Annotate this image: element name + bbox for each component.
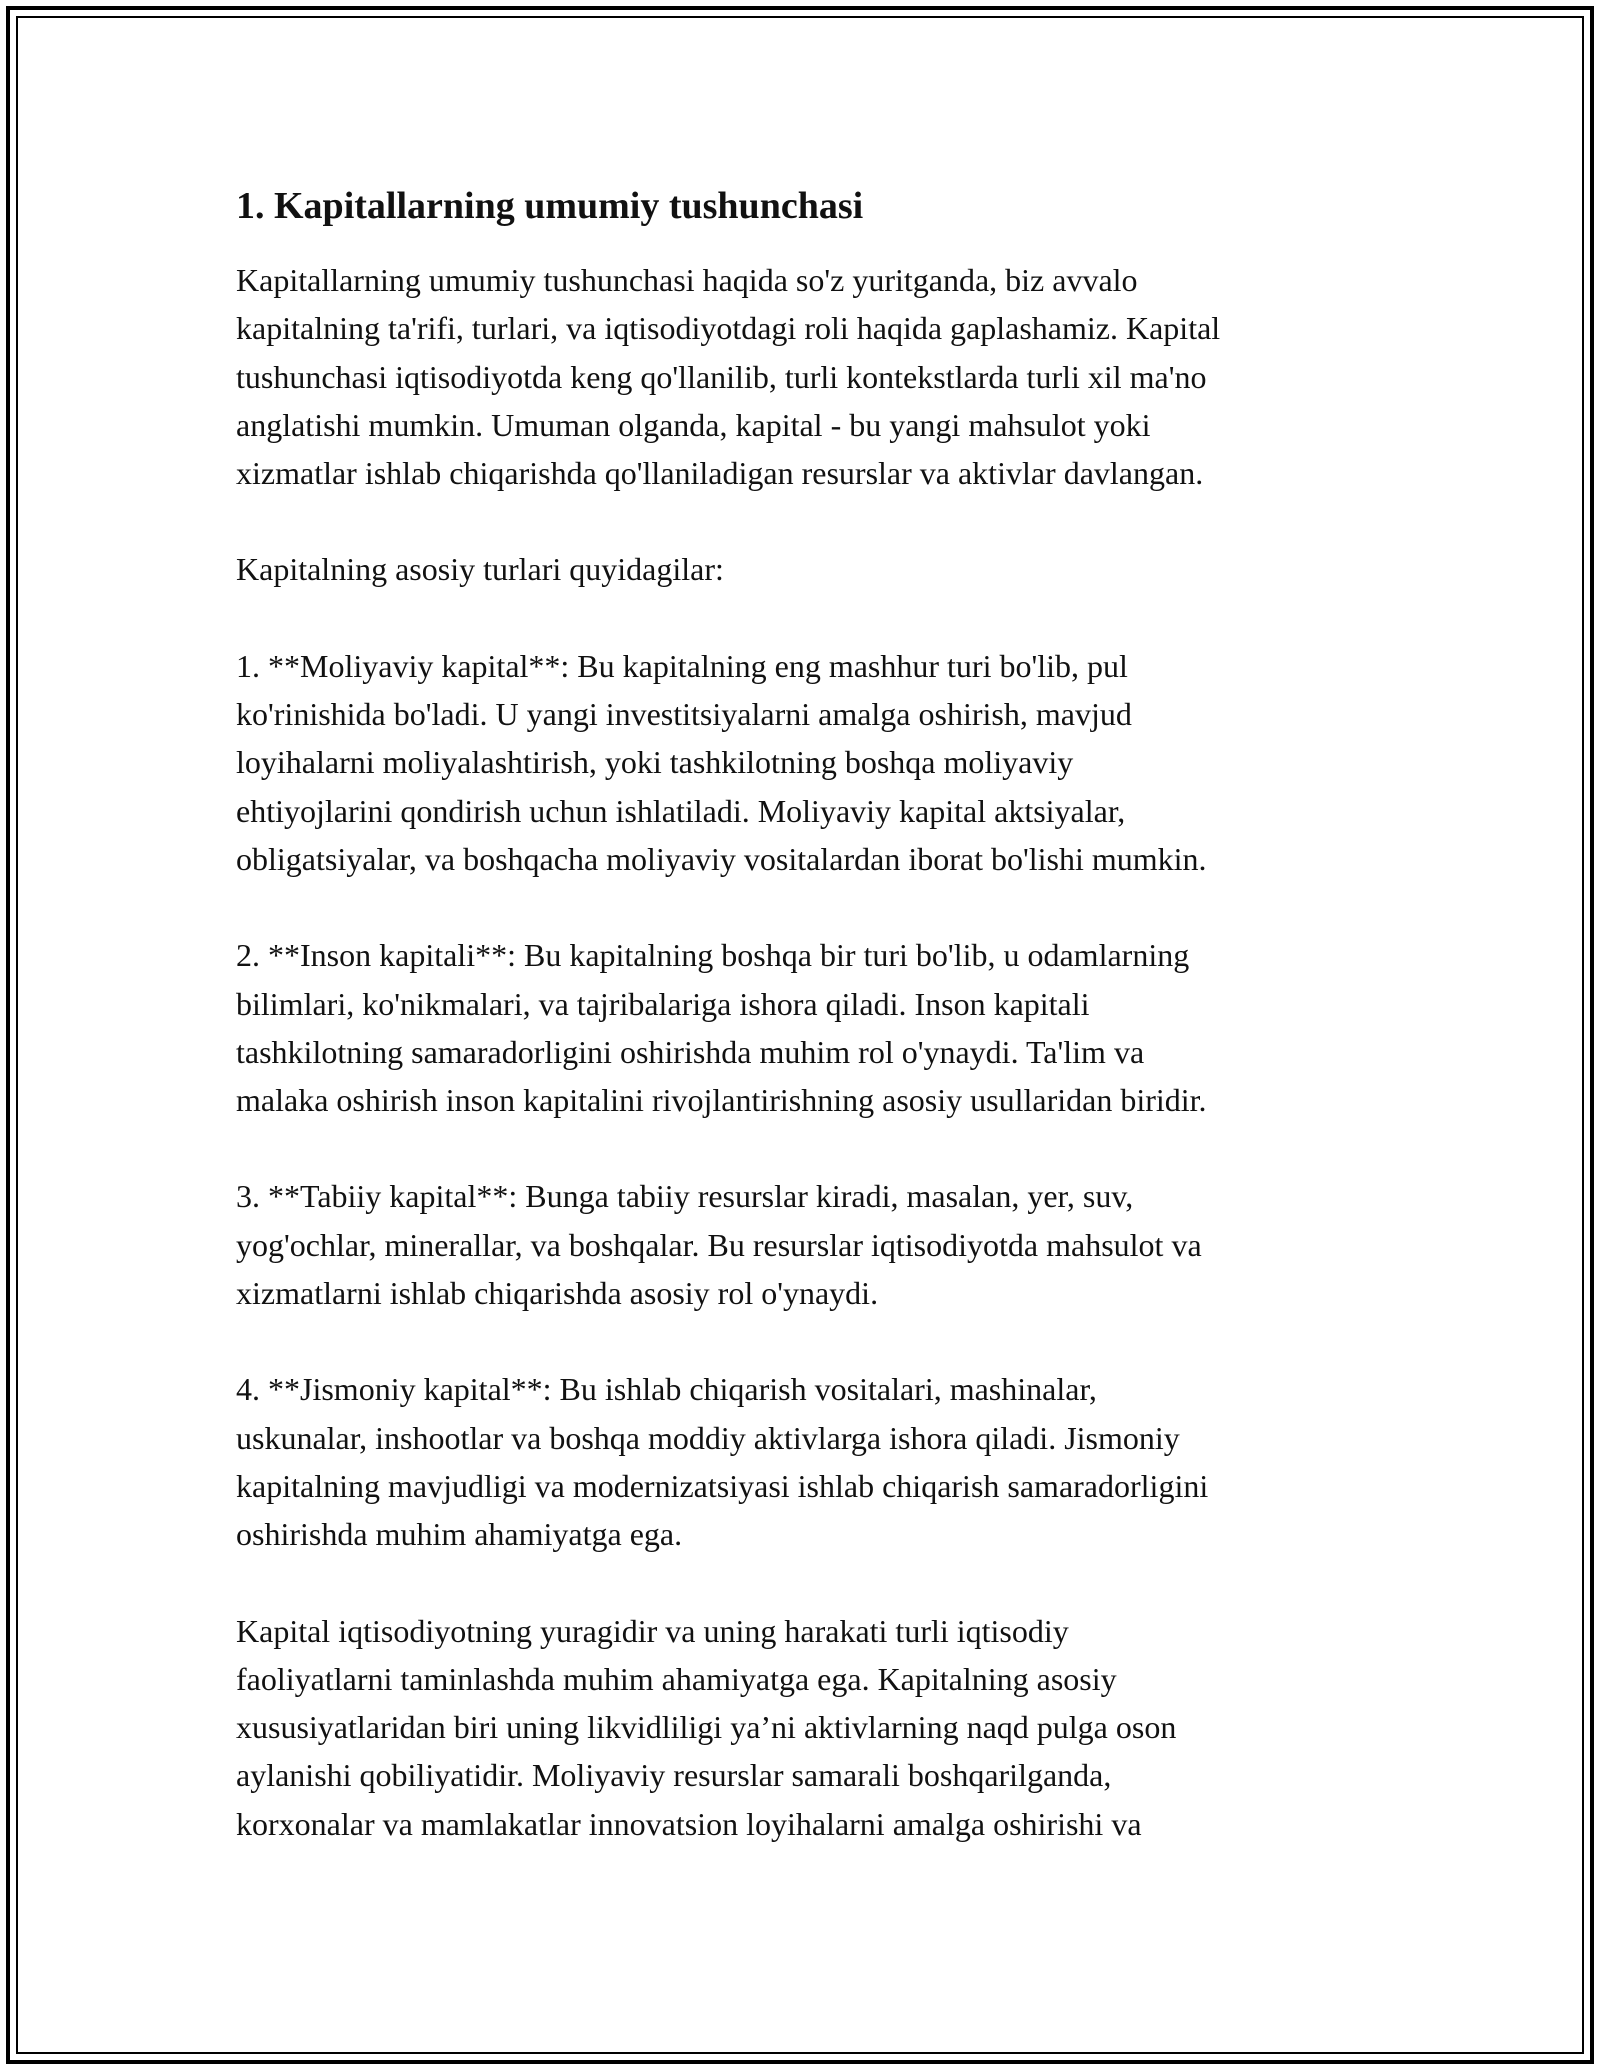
text-line: 4. **Jismoniy kapital**: Bu ishlab chiqarish vositalari, mashinalar, [236,1371,1097,1408]
text-line: kapitalning ta'rifi, turlari, va iqtisodiyotdagi roli haqida gaplashamiz. Kapital [236,310,1221,347]
text-line: Kapitalning asosiy turlari quyidagilar: [236,551,724,588]
paragraph [236,642,1386,883]
text-line: bilimlari, ko'nikmalari, va tajribalariga ishora qiladi. Inson kapitali [236,985,1090,1022]
text-line: ko'rinishida bo'ladi. U yangi investitsiyalarni amalga oshirish, mavjud [236,696,1132,733]
paragraph [236,256,1386,497]
text-line: xususiyatlaridan biri uning likvidliligi ya’ni aktivlarning naqd pulga oson [236,1709,1177,1746]
text-line: xizmatlarni ishlab chiqarishda asosiy rol o'ynaydi. [236,1275,879,1312]
text-line: loyihalarni moliyalashtirish, yoki tashkilotning boshqa moliyaviy [236,744,1074,781]
text-line: 1. **Moliyaviy kapital**: Bu kapitalning eng mashhur turi bo'lib, pul [236,647,1128,684]
text-line: faoliyatlarni taminlashda muhim ahamiyatga ega. Kapitalning asosiy [236,1660,1117,1697]
text-line: oshirishda muhim ahamiyatga ega. [236,1516,683,1553]
text-line: tashkilotning samaradorligini oshirishda muhim rol o'ynaydi. Ta'lim va [236,1033,1145,1070]
text-line: Kapitallarning umumiy tushunchasi haqida so'z yuritganda, biz avvalo [236,262,1138,298]
text-line: uskunalar, inshootlar va boshqa moddiy aktivlarga ishora qiladi. Jismoniy [236,1419,1180,1456]
text-line: aylanishi qobiliyatidir. Moliyaviy resurslar samarali boshqarilganda, [236,1757,1112,1794]
document-body [236,182,1386,1848]
text-line: 2. **Inson kapitali**: Bu kapitalning boshqa bir turi bo'lib, u odamlarning [236,937,1190,974]
section-heading: 1. Kapitallarning umumiy tushunchasi [236,185,864,227]
paragraph [236,1607,1386,1848]
text-line: tushunchasi iqtisodiyotda keng qo'llanilib, turli kontekstlarda turli xil ma'no [236,358,1207,395]
text-line: kapitalning mavjudligi va modernizatsiyasi ishlab chiqarish samaradorligini [236,1467,1209,1504]
text-line: yog'ochlar, minerallar, va boshqalar. Bu resurslar iqtisodiyotda mahsulot va [236,1226,1202,1263]
text-line: xizmatlar ishlab chiqarishda qo'llaniladigan resurslar va aktivlar davlangan. [236,455,1204,492]
paragraph-list [236,256,1386,1848]
text-line: 3. **Tabiiy kapital**: Bunga tabiiy resurslar kiradi, masalan, yer, suv, [236,1178,1134,1215]
text-line: ehtiyojlarini qondirish uchun ishlatiladi. Moliyaviy kapital aktsiyalar, [236,792,1126,829]
text-line: malaka oshirish inson kapitalini rivojlantirishning asosiy usullaridan biridir. [236,1082,1207,1119]
paragraph [236,1172,1386,1317]
text-line: anglatishi mumkin. Umuman olganda, kapital - bu yangi mahsulot yoki [236,406,1151,443]
text-line: obligatsiyalar, va boshqacha moliyaviy vositalardan iborat bo'lishi mumkin. [236,840,1207,877]
text-line: korxonalar va mamlakatlar innovatsion loyihalarni amalga oshirishi va [236,1805,1142,1842]
paragraph [236,1365,1386,1558]
paragraph [236,545,1386,593]
text-line: Kapital iqtisodiyotning yuragidir va uning harakati turli iqtisodiy [236,1612,1069,1649]
paragraph [236,931,1386,1124]
